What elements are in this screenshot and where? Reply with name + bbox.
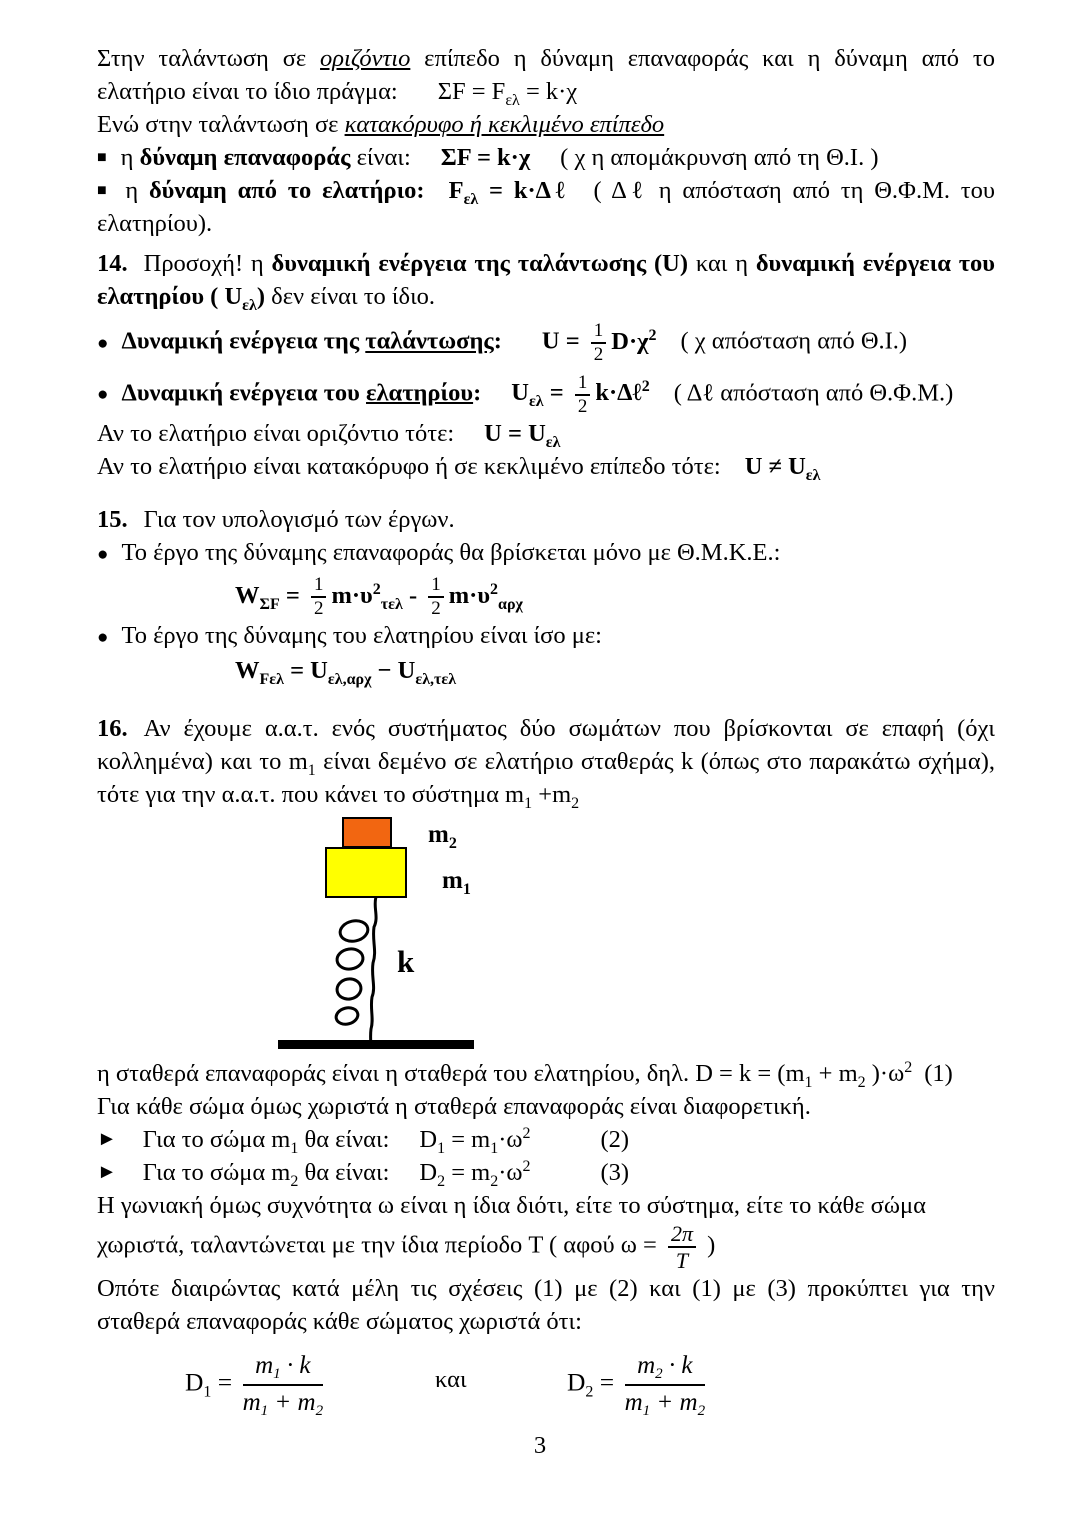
formula-text: = m [445, 1126, 491, 1153]
heading-text: Προσοχή! η [143, 250, 272, 277]
vertical-case-line [97, 450, 995, 483]
note-text: ( χ απόσταση από Θ.Ι.) [680, 327, 908, 355]
formula-text: − U [371, 656, 416, 684]
square-bullet-icon: ■ [97, 182, 112, 199]
subscript-arx: αρχ [498, 595, 523, 613]
formula-text: ≠ [762, 452, 789, 480]
case-text: Αν το ελατήριο είναι οριζόντιο τότε: [97, 419, 455, 447]
formula-text: ΣF = F [437, 78, 506, 105]
section-number: 16. [97, 715, 128, 742]
intro-paragraph-1 [97, 42, 995, 108]
fraction-denominator [243, 1386, 324, 1418]
formula-text: m·υ [331, 581, 373, 609]
paragraph-text: Για κάθε σώμα όμως χωριστά η σταθερά επαναφοράς είναι διαφορετική. [97, 1093, 811, 1120]
formula-D2-fraction [567, 1352, 709, 1418]
subscript-1: 1 [260, 1402, 269, 1419]
row-text: Για το σώμα m [142, 1159, 291, 1186]
label-text: : [493, 327, 502, 355]
row-text: Για το σώμα m [142, 1126, 291, 1153]
work-spring-line [97, 619, 995, 654]
heading-text: Για τον υπολογισμό των έργων. [143, 506, 455, 533]
intro-text-2: επίπεδο η δύναμη επαναφοράς και η δύναμη από το ελατήριο είναι το ίδιο πράγμα: [97, 45, 995, 105]
paragraph-text: ) [701, 1231, 716, 1259]
fraction-one-half [575, 373, 591, 417]
section-15-heading [97, 503, 995, 536]
energy-oscillation-line [97, 321, 995, 365]
subscript-tel: τελ [380, 595, 403, 613]
row-text: θα είναι: [298, 1126, 390, 1153]
label-text: m [442, 867, 463, 894]
energy-spring-label [121, 379, 481, 406]
formula-text: U [484, 419, 502, 447]
fraction-m1k [243, 1352, 324, 1418]
subscript-1: 1 [203, 1383, 212, 1401]
superscript-2: 2 [522, 1158, 531, 1175]
fraction-denominator [625, 1386, 706, 1418]
formula-kinetic-final [331, 580, 424, 613]
bullet-text: η [125, 177, 149, 204]
formula-text: · k [280, 1352, 311, 1379]
note-text: ( Δℓ η απόσταση από τη Θ.Φ.Μ. του ελατηρίου). [97, 177, 996, 237]
section-number: 14. [97, 250, 128, 277]
bullet-text: η [120, 144, 140, 171]
subscript-el: ελ [463, 191, 479, 208]
formula-text: F [448, 177, 464, 204]
subscript-2: 2 [490, 1173, 499, 1190]
paragraph-text: Η γωνιακή όμως συχνότητα ω είναι η ίδια διότι, είτε το σύστημα, είτε το κάθε σώμα [97, 1192, 926, 1219]
label-text: Δυναμική ενέργεια της [121, 327, 366, 355]
subscript-1: 1 [290, 1140, 299, 1157]
energy-oscillation-label [121, 328, 501, 355]
superscript-2: 2 [904, 1059, 913, 1076]
superscript-2: 2 [648, 326, 657, 344]
formula-kinetic-initial [448, 580, 523, 613]
label-m2 [428, 821, 457, 852]
arrow-right-icon: ► [97, 1161, 117, 1183]
heading-text: δεν είναι το ίδιο. [265, 283, 436, 310]
formula-text: m [624, 1388, 643, 1416]
fraction-numerator: 2π [668, 1222, 696, 1248]
section-15 [97, 503, 995, 687]
section-16-continued [97, 1057, 995, 1338]
formula-text: + m [650, 1388, 698, 1416]
formula-text: D [419, 1126, 438, 1153]
heading-bold-text: ) [256, 283, 266, 310]
fraction-m2k [625, 1352, 706, 1418]
section-number: 15. [97, 506, 128, 533]
note-text: ( χ η απομάκρυνση από τη Θ.Ι. ) [560, 144, 879, 171]
round-bullet-icon: ● [97, 332, 109, 354]
formula-text: U [744, 452, 763, 480]
formula-text: k·Δℓ [595, 379, 642, 407]
formula-text: = m [445, 1159, 491, 1186]
formula-text: m [255, 1352, 274, 1379]
formula-text: = [593, 1367, 621, 1397]
subscript-2: 2 [437, 1173, 446, 1190]
formula-text: U [528, 419, 546, 447]
subscript-1: 1 [437, 1140, 446, 1157]
formula-text: · k [662, 1352, 693, 1379]
per-body-line [97, 1090, 995, 1123]
kai-word: και [435, 1366, 467, 1393]
formula-text: D [419, 1159, 438, 1186]
subscript-el: ελ [505, 92, 520, 109]
label-underlined: ελατηρίου [366, 379, 474, 407]
fraction-denominator: T [675, 1248, 689, 1274]
section-14-heading [97, 247, 995, 313]
heading-text: και η [688, 250, 756, 277]
formula-text: = [543, 379, 570, 407]
mass-m2-box [342, 817, 392, 848]
bullet-bold-text: δύναμη επαναφοράς [139, 144, 351, 171]
conclusion-paragraph [97, 1272, 995, 1338]
subscript-2: 2 [655, 1366, 663, 1382]
intro-text-1: Στην ταλάντωση σε [97, 45, 321, 72]
paragraph-text: η σταθερά επαναφοράς είναι η σταθερά του ελατηρίου, δηλ. D = k = (m [97, 1060, 805, 1087]
round-bullet-icon: ● [97, 626, 109, 648]
subscript-1: 1 [490, 1140, 499, 1157]
formula-text: m·υ [448, 581, 491, 609]
equation-ref-3: (3) [600, 1159, 630, 1186]
angular-frequency-line [97, 1189, 995, 1222]
formula-text: = [501, 419, 529, 447]
label-k: k [397, 944, 415, 979]
label-text: Δυναμική ενέργεια του [121, 379, 367, 407]
label-m1 [442, 867, 471, 898]
paragraph-text: είναι δεμένο σε ελατήριο σταθεράς k (όπως στο παρακάτω σχήμα), τότε για την α.α.τ. που κάνει το σύστημα m [97, 748, 995, 808]
bullet-text: είναι: [350, 144, 411, 171]
paragraph-text: + m [812, 1060, 858, 1087]
arrow-row-m2 [97, 1156, 995, 1189]
subscript-2: 2 [571, 795, 580, 812]
formula-w-lhs [235, 581, 306, 613]
formula-text: = k·Δℓ [478, 177, 570, 204]
formula-work-total [235, 575, 995, 619]
formula-text: U [511, 379, 529, 407]
heading-bold-text: δυναμική ενέργεια του ελατηρίου ( U [97, 250, 995, 310]
paragraph-text: χωριστά, ταλαντώνεται με την ίδια περίοδο T ( αφού ω = [97, 1231, 663, 1259]
formula-spring-force [448, 177, 570, 208]
subscript-el: ελ [528, 393, 544, 411]
formula-U-spring [511, 379, 570, 411]
subscript-1: 1 [462, 881, 471, 898]
period-line [97, 1222, 995, 1272]
bullet-bold-text: δύναμη από το ελατήριο: [148, 177, 425, 204]
energy-spring-line [97, 373, 995, 417]
formula-text: + m [268, 1388, 316, 1416]
formula-text: D [185, 1367, 204, 1397]
round-bullet-icon: ● [97, 544, 109, 565]
intro-section [97, 42, 995, 240]
fraction-numerator: 1 [428, 575, 444, 598]
formula-U-spring-rhs [595, 379, 649, 406]
formula-U-oscillation [542, 328, 586, 355]
case-text: Αν το ελατήριο είναι κατακόρυφο ή σε κεκλιμένο επίπεδο τότε: [97, 452, 721, 480]
formula-text: ·ω [498, 1126, 523, 1153]
formula-U-equal [484, 419, 561, 451]
page-number: 3 [533, 1432, 547, 1459]
row-text: θα είναι: [298, 1159, 390, 1186]
paragraph-text: )·ω [865, 1060, 905, 1087]
formula-text: - [402, 581, 424, 609]
intro-emphasis-horizontal: οριζόντιο [320, 45, 411, 72]
intro-bullet-spring-force [97, 174, 995, 240]
note-text: ( Δℓ απόσταση από Θ.Φ.Μ.) [673, 379, 954, 407]
paragraph-text: +m [532, 781, 572, 808]
formula-work-spring [235, 654, 995, 687]
formula-text: D·χ [611, 327, 649, 355]
label-text: m [428, 821, 449, 848]
subscript-2: 2 [585, 1383, 594, 1401]
fraction-denominator: 2 [593, 343, 604, 365]
subscript-el: ελ [242, 297, 257, 314]
formula-total-force [437, 78, 578, 109]
fraction-2pi-over-T [668, 1222, 696, 1272]
subscript-2: 2 [448, 835, 457, 852]
subscript-el: ελ [545, 433, 561, 451]
subscript-1: 1 [273, 1366, 281, 1382]
intro-paragraph-2 [97, 108, 995, 141]
horizontal-case-line [97, 417, 995, 450]
section-14 [97, 247, 995, 483]
bullet-text: Το έργο της δύναμης του ελατηρίου είναι ίσο με: [121, 621, 602, 649]
fraction-denominator: 2 [431, 597, 441, 619]
fraction-numerator [625, 1352, 706, 1386]
spring-coil-drawing [327, 897, 397, 1049]
fraction-denominator: 2 [313, 597, 324, 619]
subscript-1: 1 [307, 762, 316, 779]
superscript-2: 2 [522, 1125, 531, 1142]
formula-text: D [567, 1367, 586, 1397]
fraction-one-half [591, 321, 607, 365]
equation-ref-1: (1) [924, 1060, 953, 1087]
subscript-1: 1 [642, 1402, 651, 1419]
formula-D2 [419, 1158, 531, 1190]
formula-text: = [211, 1367, 239, 1397]
intro-bullet-restoring-force [97, 141, 995, 174]
paragraph-text: Αν έχουμε α.α.τ. ενός συστήματος δύο σωμάτων που βρίσκονται σε επαφή (όχι κολλημένα) και το m [97, 715, 995, 775]
label-text: : [473, 379, 482, 407]
superscript-2: 2 [372, 580, 381, 598]
section-16 [97, 712, 995, 811]
formula-text: ·ω [498, 1159, 523, 1186]
formula-restoring-force: ΣF = k·χ [440, 144, 531, 171]
fraction-numerator [243, 1352, 324, 1386]
fraction-numerator: 1 [575, 373, 591, 396]
arrow-right-icon: ► [97, 1128, 117, 1150]
intro-text-3: Ενώ στην ταλάντωση σε [97, 111, 345, 138]
ground-line [278, 1040, 474, 1049]
section-16-paragraph [97, 712, 995, 811]
formula-text: W [235, 656, 260, 684]
formula-text: W [235, 581, 260, 609]
superscript-2: 2 [490, 580, 499, 598]
fraction-one-half [428, 575, 444, 619]
subscript-2: 2 [697, 1402, 706, 1419]
subscript-el: ελ [805, 466, 821, 484]
formula-text: = U [283, 656, 328, 684]
final-formulas-row [97, 1338, 995, 1428]
subscript-1: 1 [524, 795, 533, 812]
heading-bold-1: δυναμική ενέργεια της ταλάντωσης (U) [271, 250, 689, 277]
subscript-SF: ΣF [259, 595, 280, 613]
square-bullet-icon: ■ [97, 149, 107, 166]
subscript-el-tel: ελ,τελ [415, 670, 457, 688]
subscript-Fel: Fελ [259, 670, 284, 688]
formula-text: m [637, 1352, 656, 1379]
formula-text: U = [541, 327, 586, 355]
subscript-2: 2 [315, 1402, 324, 1419]
fraction-numerator: 1 [311, 575, 327, 598]
bullet-text: Το έργο της δύναμης επαναφοράς θα βρίσκεται μόνο με Θ.Μ.Κ.Ε.: [121, 539, 781, 566]
equation-ref-2: (2) [600, 1126, 630, 1153]
subscript-2: 2 [857, 1074, 866, 1091]
formula-U-not-equal [744, 452, 821, 484]
mass-m1-box [325, 847, 407, 898]
spring-mass-diagram [97, 816, 995, 1054]
formula-D1-fraction [185, 1352, 327, 1418]
formula-text: = k·χ [519, 78, 578, 105]
arrow-row-m1 [97, 1123, 995, 1156]
spring-constant-line [97, 1057, 995, 1090]
fraction-denominator: 2 [577, 395, 588, 417]
formula-U-oscillation-rhs [611, 328, 656, 355]
label-underlined: ταλάντωσης [365, 327, 494, 355]
formula-text: m [242, 1388, 261, 1416]
fraction-numerator: 1 [591, 321, 607, 344]
subscript-el-arx: ελ,αρχ [327, 670, 372, 688]
work-restoring-line [97, 536, 995, 571]
formula-D1 [419, 1125, 531, 1157]
fraction-one-half [311, 575, 327, 619]
subscript-1: 1 [804, 1074, 813, 1091]
formula-text: U [788, 452, 806, 480]
formula-text: = [279, 581, 306, 609]
formula-w-spring [235, 656, 457, 688]
intro-emphasis-vertical: κατακόρυφο ή κεκλιμένο επίπεδο [344, 111, 665, 138]
subscript-2: 2 [290, 1173, 299, 1190]
paragraph-text: Οπότε διαιρώντας κατά μέλη τις σχέσεις (1) με (2) και (1) με (3) προκύπτει για την σταθερά επαναφοράς κάθε σώματος χωριστά ότι: [97, 1275, 995, 1336]
superscript-2: 2 [641, 378, 650, 396]
round-bullet-icon: ● [97, 384, 109, 406]
